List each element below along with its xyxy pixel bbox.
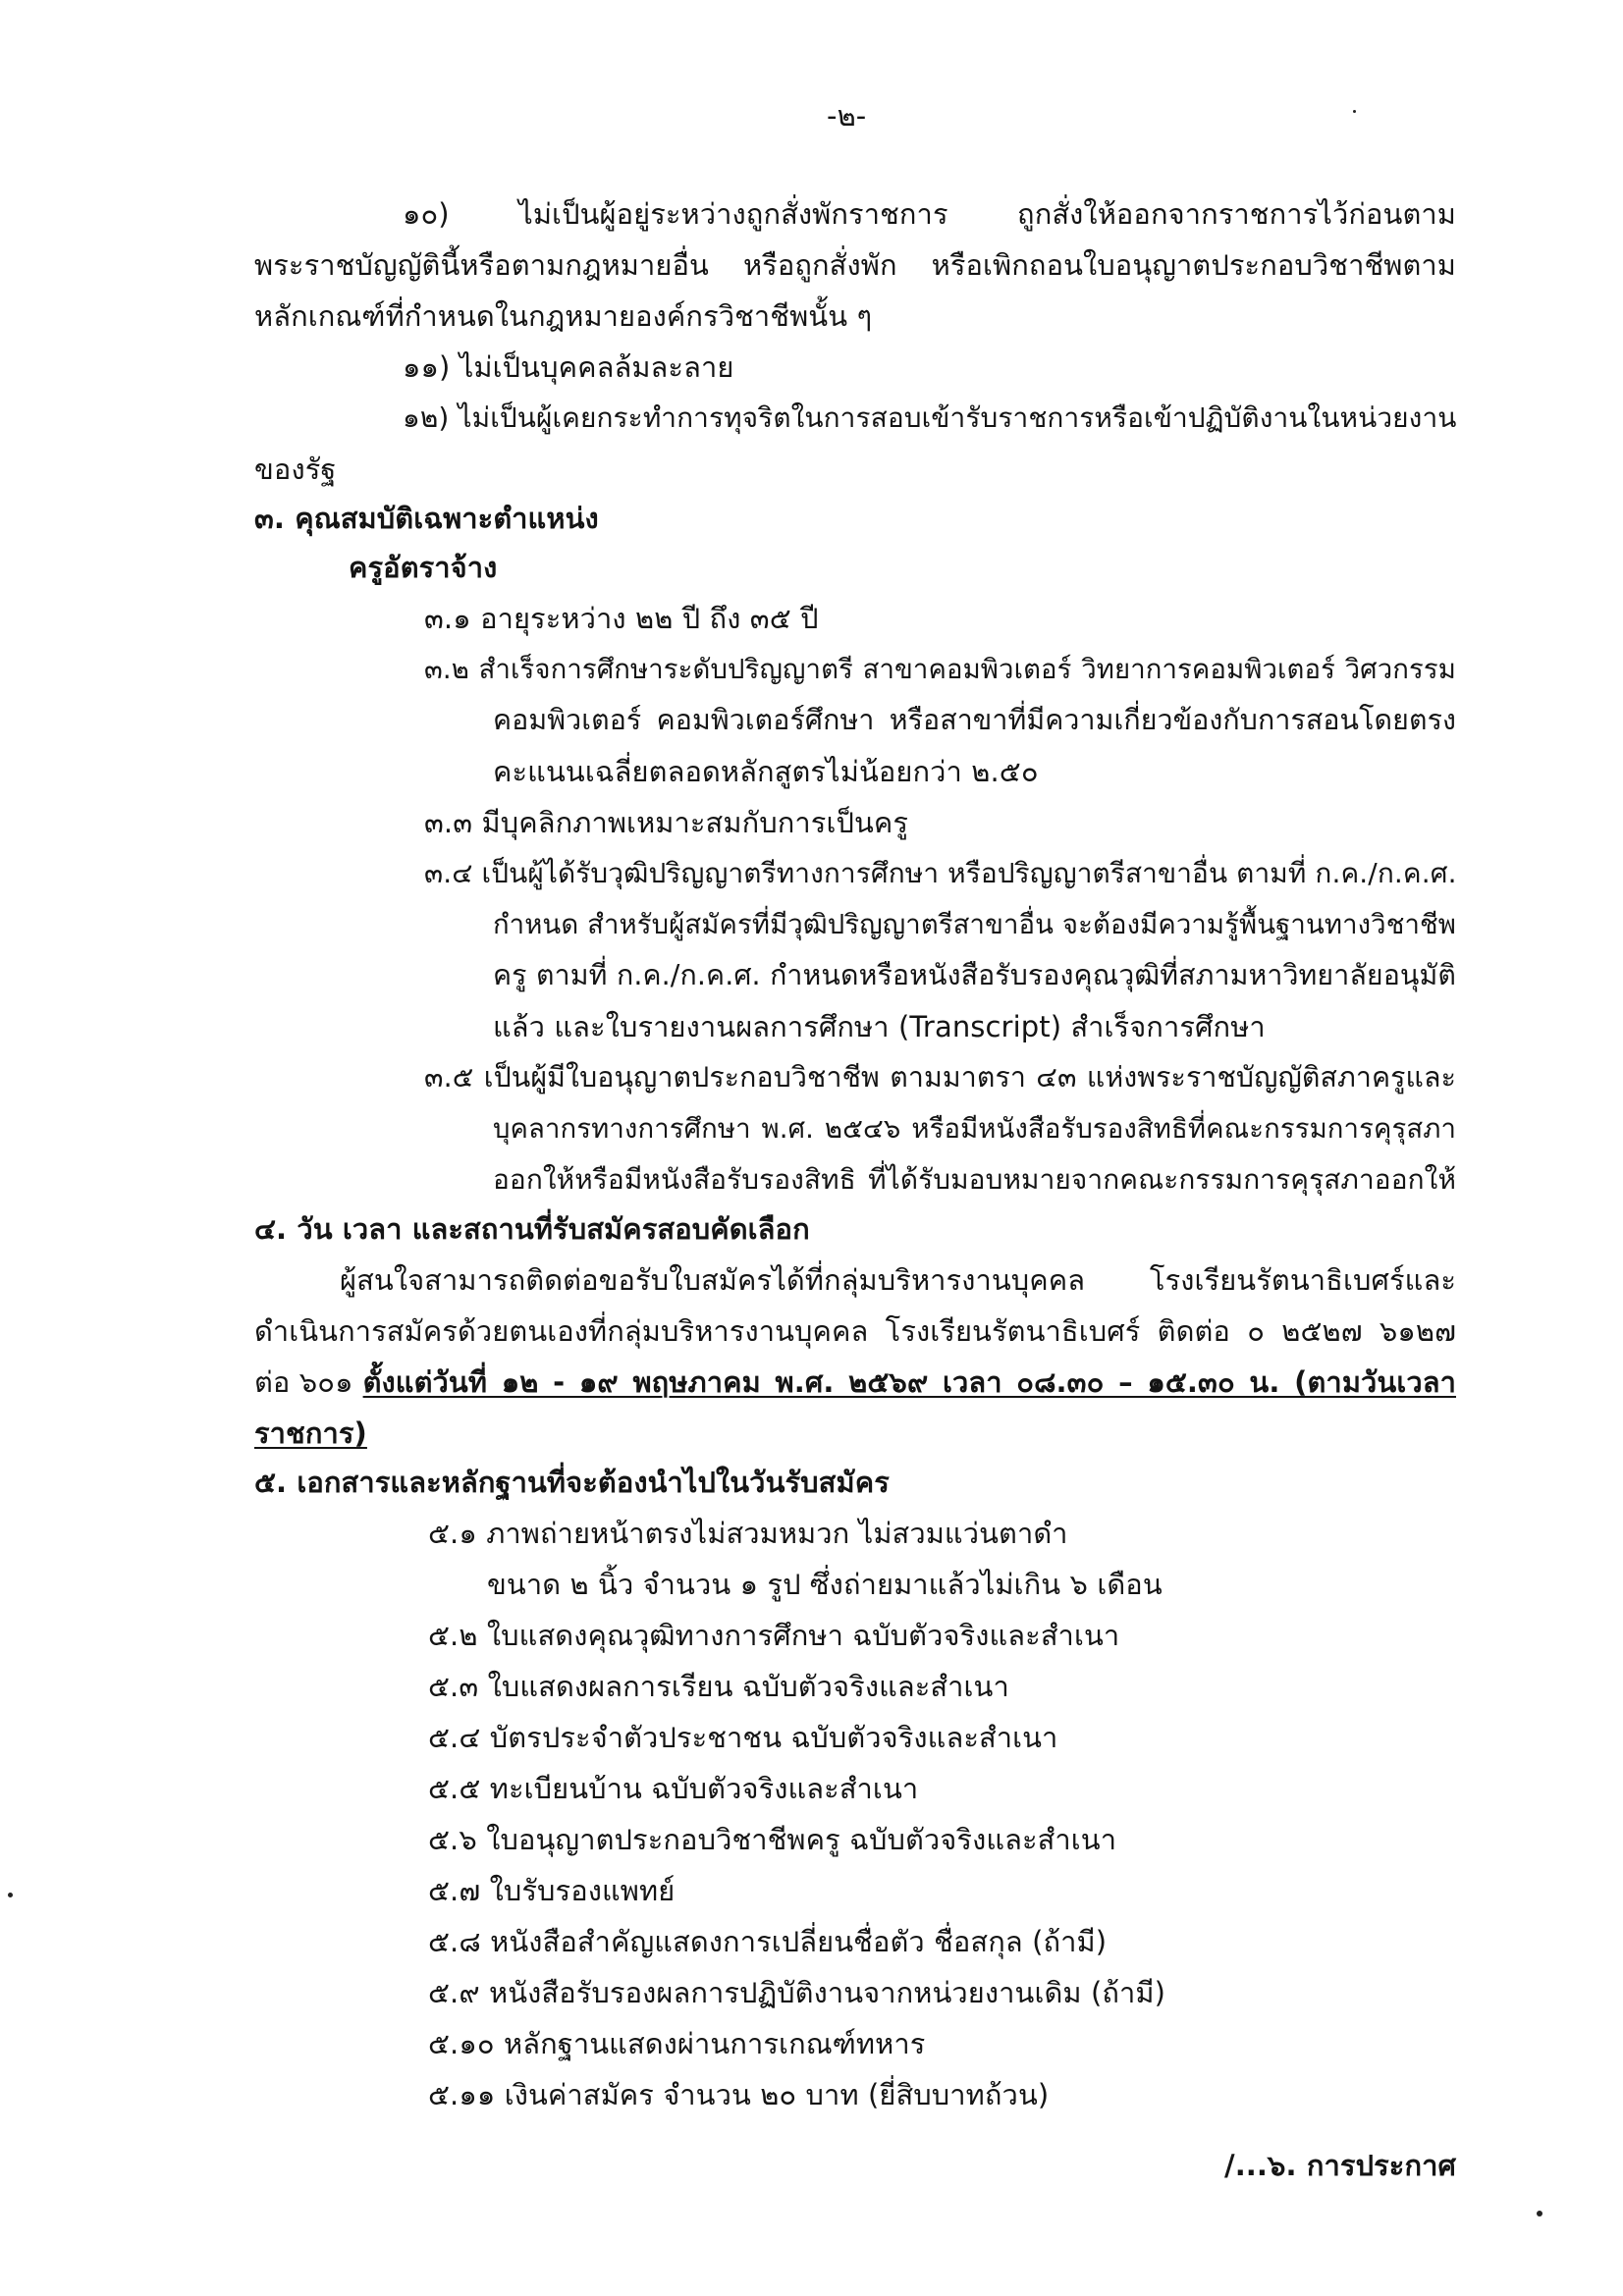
list-item: ๕.๕ ทะเบียนบ้าน ฉบับตัวจริงและสำเนา xyxy=(428,1772,919,1805)
list-item: ๕.๔ บัตรประจำตัวประชาชน ฉบับตัวจริงและสำเนา xyxy=(428,1721,1058,1754)
list-item: ๕.๓ ใบแสดงผลการเรียน ฉบับตัวจริงและสำเนา xyxy=(428,1670,1009,1703)
list-item: ๕.๘ หนังสือสำคัญแสดงการเปลี่ยนชื่อตัว ชื่อสกุล (ถ้ามี) xyxy=(428,1925,1108,1958)
item-5-1-line-2: ขนาด ๒ นิ้ว จำนวน ๑ รูป ซึ่งถ่ายมาแล้วไม่เกิน ๖ เดือน xyxy=(487,1568,1163,1601)
contact-extension: ต่อ ๖๐๑ xyxy=(254,1365,353,1399)
section-4-heading: ๔. วัน เวลา และสถานที่รับสมัครสอบคัดเลือก xyxy=(254,1212,810,1246)
item-3-4-line-4: แล้ว และใบรายงานผลการศึกษา (Transcript) สำเร็จการศึกษา xyxy=(493,1010,1266,1043)
item-12-line-2: ของรัฐ xyxy=(254,453,337,486)
list-item: ๕.๑๑ เงินค่าสมัคร จำนวน ๒๐ บาท (ยี่สิบบาทถ้วน) xyxy=(428,2078,1050,2111)
item-3-2-line-3: คะแนนเฉลี่ยตลอดหลักสูตรไม่น้อยกว่า ๒.๕๐ xyxy=(493,755,1039,788)
list-item: ๕.๒ ใบแสดงคุณวุฒิทางการศึกษา ฉบับตัวจริงและสำเนา xyxy=(428,1619,1120,1652)
section-5-heading: ๕. เอกสารและหลักฐานที่จะต้องนำไปในวันรับสมัคร xyxy=(254,1466,890,1499)
item-11: ๑๑) ไม่เป็นบุคคลล้มละลาย xyxy=(403,350,734,384)
item-3-2-line-2: คอมพิวเตอร์ คอมพิวเตอร์ศึกษา หรือสาขาที่มีความเกี่ยวข้องกับการสอนโดยตรง xyxy=(493,704,1456,736)
list-item: ๕.๖ ใบอนุญาตประกอบวิชาชีพครู ฉบับตัวจริงและสำเนา xyxy=(428,1823,1117,1856)
item-3-3: ๓.๓ มีบุคลิกภาพเหมาะสมกับการเป็นครู xyxy=(424,806,909,839)
item-3-1: ๓.๑ อายุระหว่าง ๒๒ ปี ถึง ๓๕ ปี xyxy=(424,602,819,635)
section-4-line-3 xyxy=(254,1362,1456,1402)
application-period: ตั้งแต่วันที่ ๑๒ - ๑๙ พฤษภาคม พ.ศ. ๒๕๖๙ เวลา ๐๘.๓๐ – ๑๕.๓๐ น. (ตามวันเวลา xyxy=(362,1365,1456,1399)
item-3-4-line-2: กำหนด สำหรับผู้สมัครที่มีวุฒิปริญญาตรีสาขาอื่น จะต้องมีความรู้พื้นฐานทางวิชาชีพ xyxy=(493,909,1456,940)
list-item: ๕.๙ หนังสือรับรองผลการปฏิบัติงานจากหน่วยงานเดิม (ถ้ามี) xyxy=(428,1976,1166,2009)
section-3-heading: ๓. คุณสมบัติเฉพาะตำแหน่ง xyxy=(254,502,599,535)
page-number: -๒- xyxy=(827,99,867,133)
list-item: ๕.๑๐ หลักฐานแสดงผ่านการเกณฑ์ทหาร xyxy=(428,2027,926,2060)
position-title: ครูอัตราจ้าง xyxy=(349,551,498,584)
item-3-5-line-2: บุคลากรทางการศึกษา พ.ศ. ๒๕๔๖ หรือมีหนังสือรับรองสิทธิที่คณะกรรมการคุรุสภา xyxy=(493,1113,1456,1145)
item-10-line-1: ๑๐) ไม่เป็นผู้อยู่ระหว่างถูกสั่งพักราชการ ถูกสั่งให้ออกจากราชการไว้ก่อนตาม xyxy=(403,197,1456,231)
list-item: ๕.๗ ใบรับรองแพทย์ xyxy=(428,1874,676,1907)
item-10-line-3: หลักเกณฑ์ที่กำหนดในกฎหมายองค์กรวิชาชีพนั้น ๆ xyxy=(254,299,873,333)
section-4-line-2: ดำเนินการสมัครด้วยตนเองที่กลุ่มบริหารงานบุคคล โรงเรียนรัตนาธิเบศร์ ติดต่อ ๐ ๒๕๒๗ ๖๑๒๗ xyxy=(254,1314,1456,1348)
item-3-5-line-1: ๓.๕ เป็นผู้มีใบอนุญาตประกอบวิชาชีพ ตามมาตรา ๔๓ แห่งพระราชบัญญัติสภาครูและ xyxy=(424,1061,1456,1094)
section-4-line-1: ผู้สนใจสามารถติดต่อขอรับใบสมัครได้ที่กลุ่มบริหารงานบุคคล โรงเรียนรัตนาธิเบศร์และ xyxy=(340,1263,1456,1297)
item-3-5-line-3: ออกให้หรือมีหนังสือรับรองสิทธิ ที่ได้รับมอบหมายจากคณะกรรมการคุรุสภาออกให้ xyxy=(493,1163,1456,1196)
item-3-4-line-3: ครู ตามที่ ก.ค./ก.ค.ศ. กำหนดหรือหนังสือรับรองคุณวุฒิที่สภามหาวิทยาลัยอนุมัติ xyxy=(493,959,1456,991)
section-4-line-4: ราชการ) xyxy=(254,1416,367,1450)
item-10-line-2: พระราชบัญญัตินี้หรือตามกฎหมายอื่น หรือถูกสั่งพัก หรือเพิกถอนใบอนุญาตประกอบวิชาชีพตาม xyxy=(254,248,1456,282)
item-12-line-1: ๑๒) ไม่เป็นผู้เคยกระทำการทุจริตในการสอบเข้ารับราชการหรือเข้าปฏิบัติงานในหน่วยงาน xyxy=(403,401,1457,434)
continuation-note: /...๖. การประกาศ xyxy=(1224,2149,1456,2182)
scan-speck xyxy=(1537,2211,1542,2216)
item-5-1-line-1: ๕.๑ ภาพถ่ายหน้าตรงไม่สวมหมวก ไม่สวมแว่นตาดำ xyxy=(428,1517,1068,1550)
item-3-4-line-1: ๓.๔ เป็นผู้ได้รับวุฒิปริญญาตรีทางการศึกษา หรือปริญญาตรีสาขาอื่น ตามที่ ก.ค./ก.ค.ศ. xyxy=(424,857,1457,889)
item-3-2-line-1: ๓.๒ สำเร็จการศึกษาระดับปริญญาตรี สาขาคอมพิวเตอร์ วิทยาการคอมพิวเตอร์ วิศวกรรม xyxy=(424,654,1456,685)
scan-speck xyxy=(1353,110,1356,113)
scan-speck xyxy=(8,1893,13,1897)
